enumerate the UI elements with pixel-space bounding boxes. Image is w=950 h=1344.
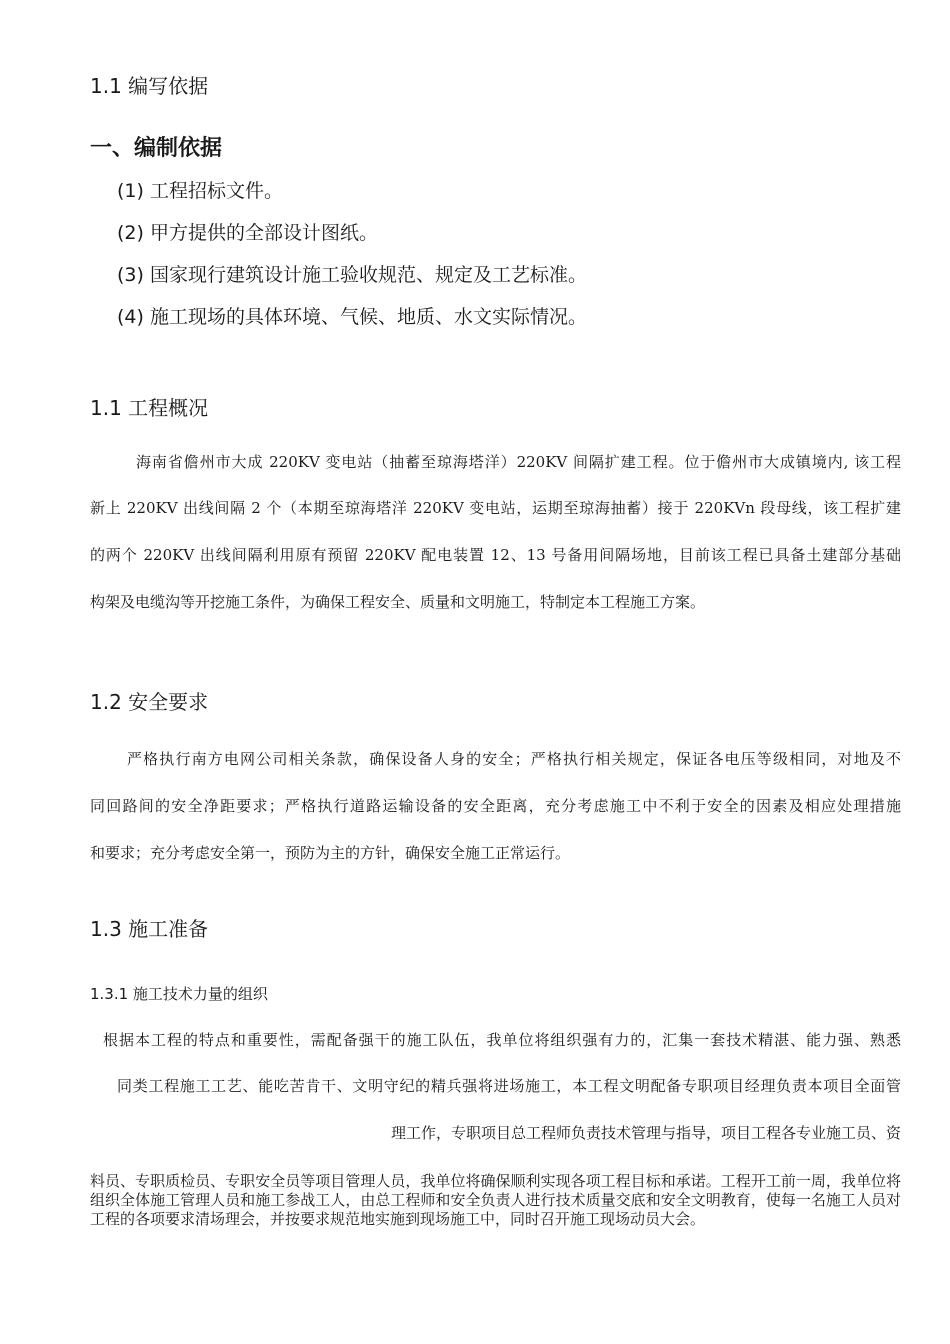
section-heading-safety: 1.2 安全要求 [90,690,209,714]
overview-line: 构架及电缆沟等开挖施工条件，为确保工程安全、质量和文明施工，特制定本工程施工方案。 [90,593,706,611]
list-item: (4) 施工现场的具体环境、气候、地质、水文实际情况。 [117,306,587,328]
overview-line: 的两个 220KV 出线间隔利用原有预留 220KV 配电装置 12、13 号备用间隔场地，目前该工程已具备土建部分基础 [90,546,901,564]
subheading-tech-org: 1.3.1 施工技术力量的组织 [90,985,268,1003]
list-item: (3) 国家现行建筑设计施工验收规范、规定及工艺标准。 [117,264,587,286]
prep-paragraph: 料员、专职质检员、专职安全员等项目管理人员，我单位将确保顺利实现各项工程目标和承诺。工程开工前一周，我单位将组织全体施工管理人员和施工参战工人，由总工程师和安全负责人进行技术质量交底和安全文明教育，使每一名施工人员对工程的各项要求清场理会，并按要求规范地实施到现场施工中，同时召开施工现场动员大会。 [90,1172,901,1228]
prep-line: 同类工程施工工艺、能吃苦肯干、文明守纪的精兵强将进场施工，本工程文明配备专职项目经理负责本项目全面管 [117,1077,901,1095]
section-heading-overview: 1.1 工程概况 [90,396,209,420]
safety-line: 严格执行南方电网公司相关条款，确保设备人身的安全；严格执行相关规定，保证各电压等级相同，对地及不 [127,750,901,768]
list-item: (2) 甲方提供的全部设计图纸。 [117,222,378,244]
list-item: (1) 工程招标文件。 [117,180,283,202]
safety-line: 同回路间的安全净距要求；严格执行道路运输设备的安全距离，充分考虑施工中不利于安全的因素及相应处理措施 [90,797,901,815]
overview-line: 新上 220KV 出线间隔 2 个（本期至琼海塔洋 220KV 变电站，运期至琼海抽蓄）接于 220KVn 段母线，该工程扩建 [90,499,901,517]
section-heading-basis: 1.1 编写依据 [90,74,209,98]
subheading-compile-basis: 一、编制依据 [90,136,223,161]
prep-line: 理工作，专职项目总工程师负责技术管理与指导，项目工程各专业施工员、资 [390,1124,901,1142]
section-heading-prep: 1.3 施工准备 [90,917,209,941]
overview-line: 海南省儋州市大成 220KV 变电站（抽蓄至琼海塔洋）220KV 间隔扩建工程。位于儋州市大成镇境内, 该工程 [136,453,901,471]
safety-line: 和要求；充分考虑安全第一，预防为主的方针，确保安全施工正常运行。 [90,844,571,862]
prep-line: 根据本工程的特点和重要性，需配备强干的施工队伍，我单位将组织强有力的，汇集一套技术精湛、能力强、熟悉 [103,1031,901,1049]
